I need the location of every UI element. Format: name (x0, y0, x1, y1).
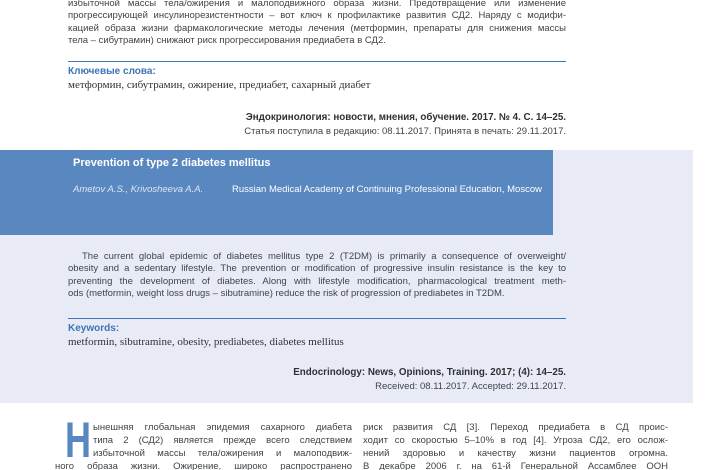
text-line: preventing the development of diabetes. Along with lifestyle modification, pharmacological treatment meth- (68, 275, 566, 287)
keywords-text-ru: метформин, сибутрамин, ожирение, предиабет, сахарный диабет (68, 79, 371, 91)
citation-source-en: Endocrinology: News, Opinions, Training. 2017; (4): 14–25. (293, 367, 566, 378)
text-line: В декабре 2006 г. на 61-й Генеральной Ассамблее ООН (363, 461, 668, 470)
text-line: ного образа жизни. Ожирение, широко распространено (55, 461, 352, 470)
keywords-text-en: metformin, sibutramine, obesity, prediabetes, diabetes mellitus (68, 336, 344, 348)
text-line: ходит со скоростью 5–10% в год [4]. Угроза СД2, его ослож- (363, 435, 668, 446)
citation-dates-ru: Статья поступила в редакцию: 08.11.2017. Принята в печать: 29.11.2017. (244, 126, 566, 137)
text-line: The current global epidemic of diabetes mellitus type 2 (T2DM) is primarily a consequence of overweight/ (82, 251, 566, 262)
keywords-heading-ru: Ключевые слова: (68, 66, 156, 77)
text-line: тела – сибутрамин) снижают риск прогрессирования предиабета в СД2. (68, 35, 386, 47)
keywords-heading-en: Keywords: (68, 323, 120, 334)
article-title-en: Prevention of type 2 diabetes mellitus (73, 157, 271, 169)
citation-block-en (68, 365, 566, 394)
russian-abstract-text (68, 0, 566, 48)
citation-source-ru: Эндокринология: новости, мнения, обучение. 2017. № 4. С. 14–25. (245, 112, 566, 123)
body-right-column (363, 421, 668, 470)
text-line: ods (metformin, weight loss drugs – sibutramine) reduce the risk of progression of prediabetes in T2DM. (68, 288, 505, 300)
text-line: типа 2 (СД2) является прежде всего следствием (93, 435, 352, 446)
keywords-divider-rule-ru (68, 61, 566, 62)
text-line: obesity and a sedentary lifestyle. The prevention or modification of progressive insulin resistance is the key to (68, 263, 566, 275)
body-left-column (55, 412, 352, 470)
article-title-banner (0, 150, 553, 235)
drop-cap-letter: Н (65, 412, 91, 468)
english-abstract-text (68, 251, 566, 301)
keywords-divider-rule-en (68, 318, 566, 319)
text-line: ынешняя глобальная эпидемия сахарного диабета (93, 422, 352, 433)
text-line: риск развития СД [3]. Переход предиабета в СД проис- (363, 422, 668, 433)
text-line: нений здоровью и качеству жизни пациентов огромна. (363, 448, 668, 459)
article-affiliation-en: Russian Medical Academy of Continuing Professional Education, Moscow (232, 184, 542, 195)
text-line: избыточной массы тела/ожирения и малоподвижного образа жизни. Предотвращение или изменение (68, 0, 566, 9)
article-authors-en: Ametov A.S., Krivosheeva A.A. (73, 184, 204, 195)
citation-block-ru (68, 110, 566, 139)
text-line: кацией образа жизни фармакологические методы лечения (метформин, препараты для снижения массы (68, 22, 566, 34)
text-line: избыточной массы тела/ожирения и малоподвиж- (93, 448, 352, 459)
text-line: прогрессирующей инсулинорезистентности – вот ключ к профилактике развития СД2. Наряду с модифи- (68, 10, 566, 22)
citation-dates-en: Received: 08.11.2017. Accepted: 29.11.2017. (375, 381, 566, 392)
